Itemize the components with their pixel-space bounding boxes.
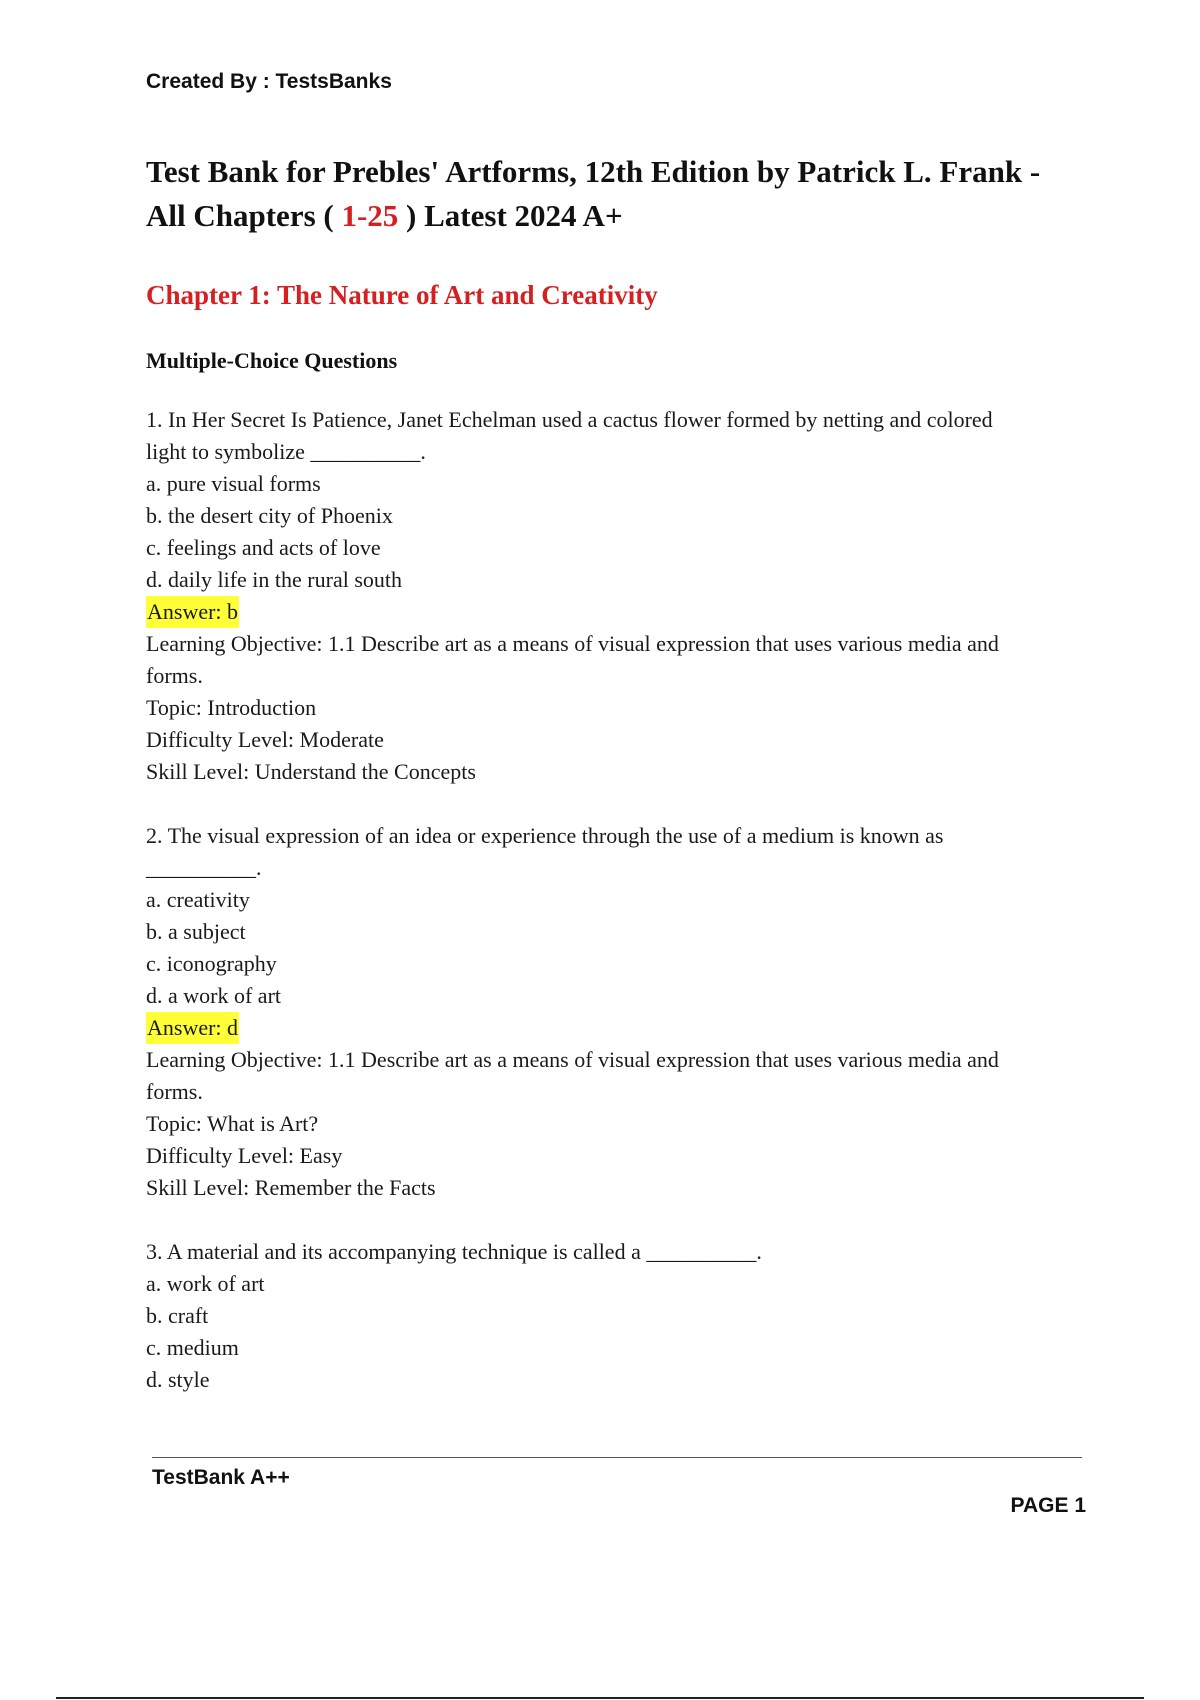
question-2-objective-line-1: Learning Objective: 1.1 Describe art as a means of visual expression that uses various media and <box>146 1047 999 1072</box>
title-line-2-prefix: All Chapters ( <box>146 198 342 233</box>
question-1-skill: Skill Level: Understand the Concepts <box>146 759 476 784</box>
section-heading: Multiple-Choice Questions <box>146 348 398 373</box>
question-1-topic: Topic: Introduction <box>146 695 317 720</box>
footer-brand: TestBank A++ <box>152 1466 290 1489</box>
question-3-option-c: c. medium <box>146 1335 239 1360</box>
question-3 <box>146 1236 1086 1396</box>
question-3-option-d: d. style <box>146 1367 210 1392</box>
document-title <box>146 150 1086 238</box>
title-line-1: Test Bank for Prebles' Artforms, 12th Edition by Patrick L. Frank - <box>146 154 1041 189</box>
question-2-option-b: b. a subject <box>146 919 246 944</box>
question-2-answer-line <box>146 1012 1086 1044</box>
created-by-header: Created By : TestsBanks <box>146 70 392 93</box>
title-line-2-suffix: ) Latest 2024 A+ <box>398 198 623 233</box>
question-1-objective-line-2: forms. <box>146 663 203 688</box>
question-2-option-d: d. a work of art <box>146 983 282 1008</box>
question-2 <box>146 820 1086 1204</box>
question-2-topic: Topic: What is Art? <box>146 1111 319 1136</box>
question-2-stem-line-2: __________. <box>146 855 262 880</box>
question-1-answer-line <box>146 596 1086 628</box>
question-1-option-c: c. feelings and acts of love <box>146 535 381 560</box>
question-2-answer-highlight: Answer: d <box>146 1012 239 1044</box>
question-1-option-d: d. daily life in the rural south <box>146 567 402 592</box>
question-2-option-a: a. creativity <box>146 887 250 912</box>
question-2-skill: Skill Level: Remember the Facts <box>146 1175 436 1200</box>
title-chapter-range: 1-25 <box>341 198 399 233</box>
page-number: PAGE 1 <box>1010 1494 1086 1517</box>
question-1-stem-line-2: light to symbolize __________. <box>146 439 426 464</box>
document-page <box>146 70 1086 1396</box>
question-1 <box>146 404 1086 788</box>
footer-divider <box>152 1457 1082 1458</box>
question-3-option-b: b. craft <box>146 1303 209 1328</box>
question-1-answer-highlight: Answer: b <box>146 596 239 628</box>
question-1-difficulty: Difficulty Level: Moderate <box>146 727 384 752</box>
page-bottom-border <box>56 1697 1144 1699</box>
question-1-option-b: b. the desert city of Phoenix <box>146 503 393 528</box>
question-1-objective-line-1: Learning Objective: 1.1 Describe art as a means of visual expression that uses various media and <box>146 631 999 656</box>
chapter-heading: Chapter 1: The Nature of Art and Creativity <box>146 280 658 310</box>
question-3-option-a: a. work of art <box>146 1271 265 1296</box>
question-2-stem-line-1: 2. The visual expression of an idea or experience through the use of a medium is known as <box>146 823 944 848</box>
question-2-difficulty: Difficulty Level: Easy <box>146 1143 343 1168</box>
question-3-stem-line-1: 3. A material and its accompanying technique is called a __________. <box>146 1239 762 1264</box>
question-1-option-a: a. pure visual forms <box>146 471 321 496</box>
question-2-option-c: c. iconography <box>146 951 277 976</box>
question-2-objective-line-2: forms. <box>146 1079 203 1104</box>
question-1-stem-line-1: 1. In Her Secret Is Patience, Janet Echelman used a cactus flower formed by netting and colored <box>146 407 993 432</box>
